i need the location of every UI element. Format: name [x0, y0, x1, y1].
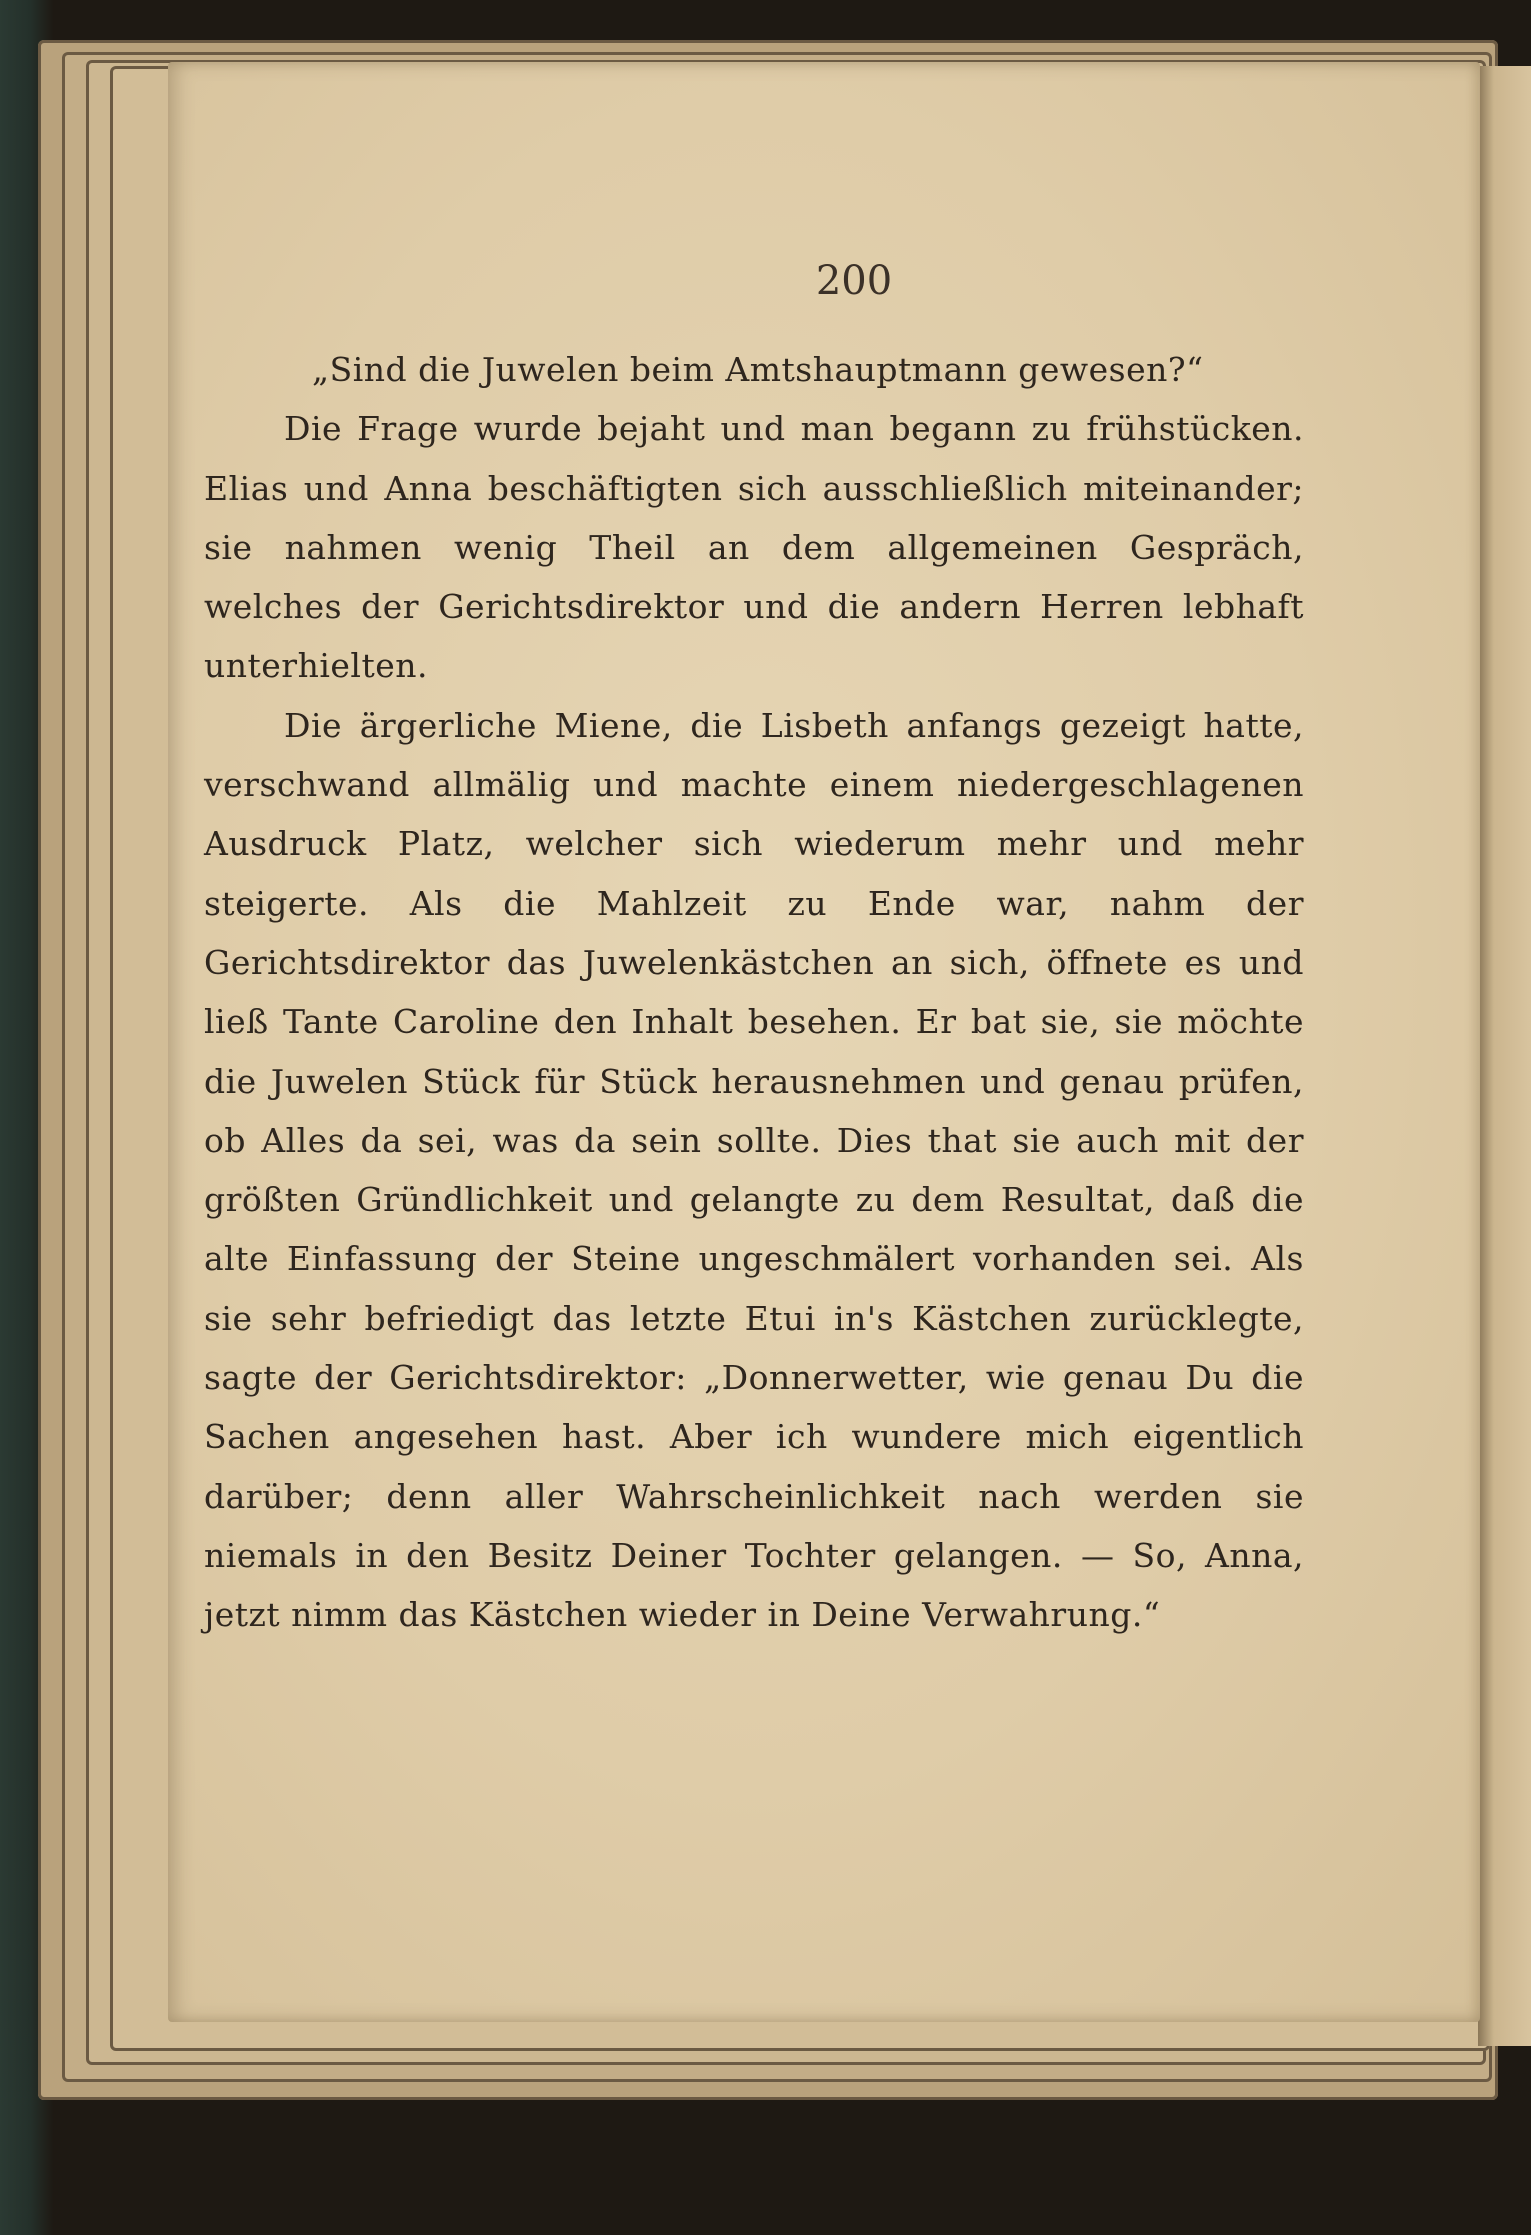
- body-text: [204, 340, 1304, 1645]
- page-number: 200: [815, 258, 893, 304]
- paragraph: Die Frage wurde bejaht und man begann zu frühstücken. Elias und Anna beschäftigten sich ausschließlich miteinander; sie nahmen wenig Theil an dem allgemeinen Gespräch, welches der Gerichtsdirektor und die andern Herren lebhaft unterhielten.: [204, 409, 1304, 686]
- paragraph: Die ärgerliche Miene, die Lisbeth anfangs gezeigt hatte, verschwand allmälig und machte einem niedergeschlagenen Ausdruck Platz, welcher sich wiederum mehr und mehr steigerte. Als die Mahlzeit zu Ende war, nahm der Gerichtsdirektor das Juwelenkästchen an sich, öffnete es und ließ Tante Caroline den Inhalt besehen. Er bat sie, sie möchte die Juwelen Stück für Stück herausnehmen und genau prüfen, ob Alles da sei, was da sein sollte. Dies that sie auch mit der größten Gründlichkeit und gelangte zu dem Resultat, daß die alte Einfassung der Steine ungeschmälert vorhanden sei. Als sie sehr befriedigt das letzte Etui in's Kästchen zurücklegte, sagte der Gerichtsdirektor: „Donnerwetter, wie genau Du die Sachen angesehen hast. Aber ich wundere mich eigentlich darüber; denn aller Wahrscheinlichkeit nach werden sie niemals in den Besitz Deiner Tochter gelangen. — So, Anna, jetzt nimm das Kästchen wieder in Deine Verwahrung.“: [204, 705, 1304, 1635]
- facing-page-edge: [1478, 66, 1531, 2046]
- paragraph: „Sind die Juwelen beim Amtshauptmann gewesen?“: [312, 350, 1204, 389]
